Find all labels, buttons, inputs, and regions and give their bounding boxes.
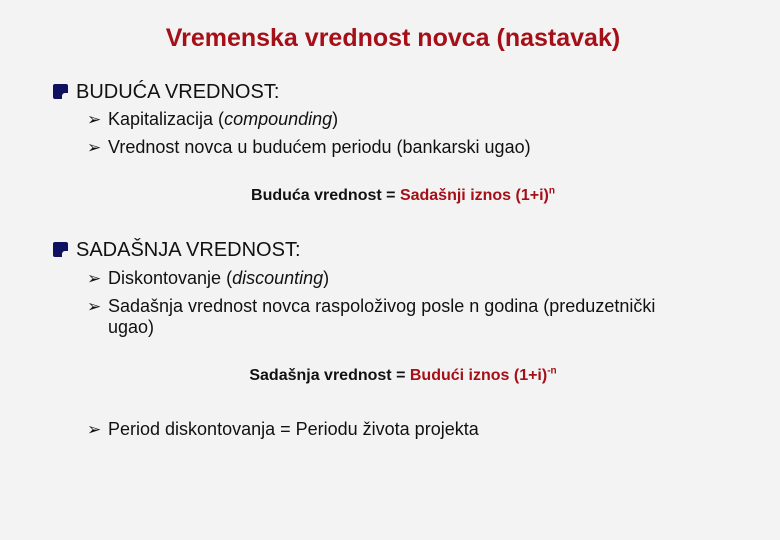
square-bullet-icon bbox=[53, 84, 68, 99]
list-item bbox=[87, 109, 531, 130]
future-value-formula bbox=[0, 187, 780, 205]
slide-title: Vremenska vrednost novca (nastavak) bbox=[165, 24, 621, 52]
square-bullet-icon bbox=[53, 242, 68, 257]
formula-rhs-text: Budući iznos (1+i) bbox=[409, 367, 548, 384]
bullet-text-continuation: ugao) bbox=[108, 317, 155, 337]
final-bullets bbox=[87, 419, 479, 447]
list-item bbox=[87, 296, 655, 338]
section-heading-label: BUDUĆA VREDNOST: bbox=[76, 81, 280, 103]
list-item bbox=[87, 419, 479, 440]
bullet-text: Kapitalizacija ( bbox=[108, 109, 225, 129]
future-value-bullets bbox=[87, 109, 531, 165]
arrowhead-bullet-icon: ➢ bbox=[87, 110, 102, 129]
arrowhead-bullet-icon: ➢ bbox=[87, 420, 102, 439]
bullet-text: Sadašnja vrednost novca raspoloživog posle n godina (preduzetnički bbox=[108, 296, 656, 316]
arrowhead-bullet-icon: ➢ bbox=[87, 269, 102, 288]
present-value-formula bbox=[0, 367, 780, 385]
formula-rhs-text: Sadašnji iznos (1+i) bbox=[399, 187, 549, 204]
present-value-bullets bbox=[87, 268, 655, 338]
formula-exponent: n bbox=[548, 185, 555, 197]
formula-exponent: -n bbox=[547, 365, 557, 377]
formula-lhs: Buduća vrednost = bbox=[251, 187, 400, 204]
list-item bbox=[87, 137, 531, 158]
list-item bbox=[87, 268, 655, 289]
section-heading-present-value bbox=[53, 238, 301, 262]
arrowhead-bullet-icon: ➢ bbox=[87, 297, 102, 316]
section-heading-future-value bbox=[53, 80, 279, 104]
section-heading-label: SADAŠNJA VREDNOST: bbox=[76, 239, 301, 261]
formula-lhs: Sadašnja vrednost = bbox=[249, 367, 410, 384]
formula-rhs bbox=[400, 187, 555, 204]
bullet-text-suffix: ) bbox=[332, 109, 339, 129]
bullet-text-suffix: ) bbox=[323, 268, 330, 288]
bullet-text: Diskontovanje ( bbox=[108, 268, 233, 288]
bullet-text: Vrednost novca u budućem periodu (bankarski ugao) bbox=[108, 137, 531, 157]
bullet-italic-term: compounding bbox=[224, 109, 333, 129]
bullet-text: Period diskontovanja = Periodu života projekta bbox=[108, 419, 479, 439]
formula-rhs bbox=[410, 367, 557, 384]
arrowhead-bullet-icon: ➢ bbox=[87, 138, 102, 157]
bullet-italic-term: discounting bbox=[232, 268, 324, 288]
